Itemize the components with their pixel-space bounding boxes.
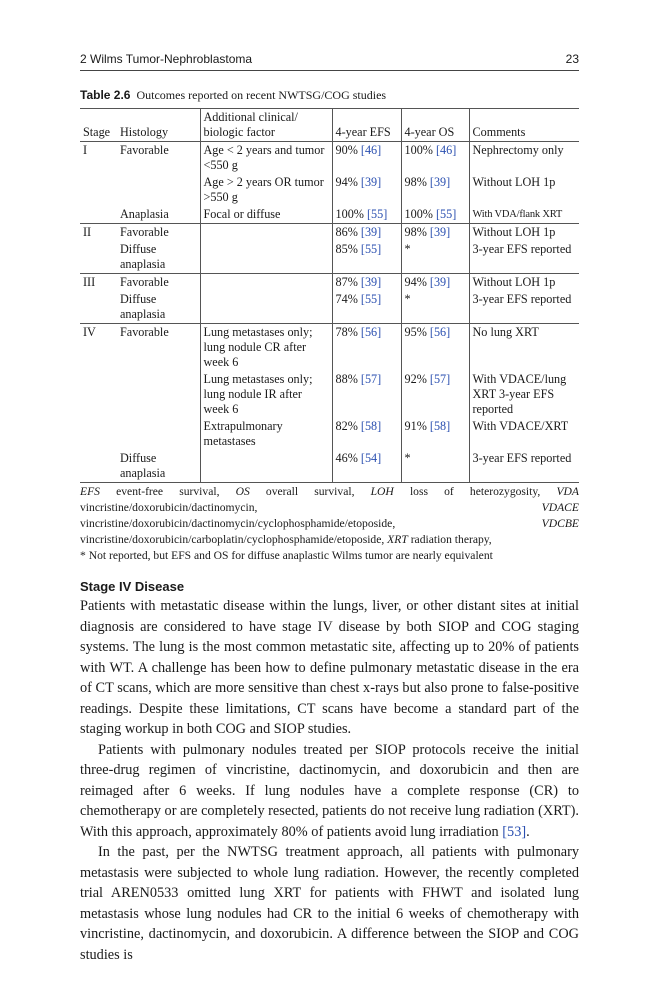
header-comments: Comments xyxy=(469,109,579,142)
citation-link[interactable]: [56] xyxy=(429,325,451,339)
cell-histology: Diffuse anaplasia xyxy=(117,291,200,324)
cell-os xyxy=(401,206,469,224)
cell-os-value: * xyxy=(404,451,411,465)
cell-os-value: 94% xyxy=(404,275,430,289)
cell-os xyxy=(401,371,469,418)
citation-link[interactable]: [39] xyxy=(360,275,382,289)
paragraph-text: Patients with pulmonary nodules treated per SIOP protocols receive the initial three-drug regimen of vincristine, dactinomycin, and doxorubicin and then are reimaged after 6 weeks. If lung nodules have a complete response (CR) to chemotherapy or are completely resected, patients do not receive lung radiation (XRT). With this approach, approximately 80% of patients avoid lung irradiation xyxy=(80,741,579,840)
cell-efs-value: 90% xyxy=(335,143,361,157)
cell-stage xyxy=(80,371,117,418)
asterisk-footnote: * Not reported, but EFS and OS for diffuse anaplastic Wilms tumor are nearly equivalent xyxy=(80,549,493,562)
cell-os-value: 95% xyxy=(404,325,430,339)
citation-link[interactable]: [58] xyxy=(360,419,382,433)
abbreviation: OS xyxy=(235,485,250,498)
cell-efs xyxy=(332,241,401,274)
cell-os-value: 100% xyxy=(404,207,436,221)
citation-link[interactable]: [46] xyxy=(435,143,457,157)
header-factor: Additional clinical/ biologic factor xyxy=(200,109,332,142)
cell-efs xyxy=(332,224,401,242)
paragraph xyxy=(80,596,579,740)
citation-link[interactable]: [39] xyxy=(429,175,451,189)
cell-stage xyxy=(80,174,117,206)
cell-comments: Without LOH 1p xyxy=(469,224,579,242)
cell-efs xyxy=(332,291,401,324)
table-row xyxy=(80,274,579,292)
table-label: Table 2.6 xyxy=(80,88,131,102)
cell-os xyxy=(401,174,469,206)
cell-os-value: 91% xyxy=(404,419,430,433)
abbreviation-definition: vincristine/doxorubicin/dactinomycin, xyxy=(80,501,542,514)
cell-stage: II xyxy=(80,224,117,242)
cell-factor: Extrapulmonary metastases xyxy=(200,418,332,450)
table-caption xyxy=(80,88,386,103)
abbreviation: XRT xyxy=(387,533,408,546)
cell-stage: I xyxy=(80,142,117,175)
cell-comments: Nephrectomy only xyxy=(469,142,579,175)
cell-efs-value: 86% xyxy=(335,225,361,239)
cell-stage xyxy=(80,241,117,274)
cell-comments: Without LOH 1p xyxy=(472,175,556,189)
cell-factor: Lung metastases only; lung nodule CR after week 6 xyxy=(200,324,332,372)
cell-histology: Favorable xyxy=(117,274,200,292)
citation-link[interactable]: [57] xyxy=(429,372,451,386)
header-stage: Stage xyxy=(80,109,117,142)
cell-efs xyxy=(332,274,401,292)
paragraph-text: In the past, per the NWTSG treatment approach, all patients with pulmonary metastasis were subjected to whole lung radiation. However, the recently completed trial AREN0533 omitted lung XRT for patients with FHWT and isolated lung metastasis whose lung nodules had CR to the initial 6 weeks of chemotherapy with vincristine, dactinomycin, and doxorubicin. A difference between the SIOP and COG studies is xyxy=(80,844,579,963)
cell-os xyxy=(401,274,469,292)
table-row xyxy=(80,174,579,206)
header-efs: 4-year EFS xyxy=(332,109,401,142)
cell-histology: Favorable xyxy=(117,324,200,372)
cell-histology xyxy=(117,418,200,450)
cell-stage: IV xyxy=(80,324,117,372)
citation-link[interactable]: [55] xyxy=(360,292,382,306)
cell-factor xyxy=(200,450,332,483)
cell-comments: Without LOH 1p xyxy=(469,274,579,292)
abbreviation-definition: event-free survival, xyxy=(99,485,236,498)
cell-efs-value: 94% xyxy=(335,175,361,189)
table-row xyxy=(80,450,579,483)
citation-link[interactable]: [56] xyxy=(360,325,382,339)
table-row xyxy=(80,371,579,418)
cell-efs-value: 88% xyxy=(335,372,361,386)
cell-factor xyxy=(200,241,332,274)
cell-histology: Diffuse anaplasia xyxy=(117,450,200,483)
citation-link[interactable]: [46] xyxy=(360,143,382,157)
page-number: 23 xyxy=(565,52,579,66)
cell-factor xyxy=(200,274,332,292)
cell-efs-value: 78% xyxy=(335,325,361,339)
cell-efs xyxy=(332,324,401,372)
table-caption-text: Outcomes reported on recent NWTSG/COG studies xyxy=(136,88,387,102)
cell-stage xyxy=(80,206,117,224)
outcomes-table xyxy=(80,108,579,483)
cell-factor: Focal or diffuse xyxy=(200,206,332,224)
cell-histology: Favorable xyxy=(117,224,200,242)
chapter-title: 2 Wilms Tumor-Nephroblastoma xyxy=(80,52,253,66)
citation-link[interactable]: [54] xyxy=(360,451,382,465)
abbreviation: VDACE xyxy=(541,501,579,514)
cell-efs xyxy=(332,142,401,175)
cell-comments: 3-year EFS reported xyxy=(469,450,579,483)
cell-histology: Diffuse anaplasia xyxy=(117,241,200,274)
citation-link[interactable]: [39] xyxy=(429,275,451,289)
cell-efs xyxy=(332,418,401,450)
citation-link[interactable]: [39] xyxy=(360,175,382,189)
cell-comments: No lung XRT xyxy=(469,324,579,372)
table-row xyxy=(80,142,579,175)
cell-comments: 3-year EFS reported xyxy=(472,292,572,306)
abbreviation-definition: vincristine/doxorubicin/carboplatin/cyclophosphamide/etoposide, xyxy=(80,533,388,546)
abbreviation: VDCBE xyxy=(541,517,579,530)
cell-os xyxy=(401,291,469,324)
cell-os-value: 98% xyxy=(404,225,430,239)
abbreviations-footnote xyxy=(80,484,579,548)
citation-link[interactable]: [55] xyxy=(360,242,382,256)
cell-factor: Age < 2 years and tumor <550 g xyxy=(200,142,332,175)
cell-os xyxy=(401,324,469,372)
paragraph-end: . xyxy=(526,823,530,840)
cell-histology xyxy=(117,371,200,418)
cell-os-value: * xyxy=(404,292,411,306)
cell-os xyxy=(401,224,469,242)
abbreviation-definition: vincristine/doxorubicin/dactinomycin/cyclophosphamide/etoposide, xyxy=(80,517,542,530)
abbreviation: LOH xyxy=(370,485,394,498)
cell-efs-value: 85% xyxy=(335,242,361,256)
cell-efs-value: 87% xyxy=(335,275,361,289)
cell-comments: With VDA/flank XRT xyxy=(472,209,563,220)
citation-link[interactable]: [58] xyxy=(429,419,451,433)
citation-link[interactable]: [39] xyxy=(360,225,382,239)
cell-histology: Favorable xyxy=(117,142,200,175)
citation-link[interactable]: [55] xyxy=(366,207,388,221)
cell-os-value: 98% xyxy=(404,175,430,189)
cell-comments: 3-year EFS reported xyxy=(472,242,572,256)
table-row xyxy=(80,224,579,242)
abbreviation-definition: overall survival, xyxy=(249,485,371,498)
cell-efs xyxy=(332,450,401,483)
abbreviation: EFS xyxy=(80,485,100,498)
cell-os xyxy=(401,142,469,175)
table-row xyxy=(80,241,579,274)
cell-os xyxy=(401,241,469,274)
table-header-row xyxy=(80,109,579,142)
cell-factor xyxy=(200,224,332,242)
cell-stage xyxy=(80,291,117,324)
abbreviation: VDA xyxy=(556,485,579,498)
cell-factor: Age > 2 years OR tumor >550 g xyxy=(200,174,332,206)
cell-efs xyxy=(332,371,401,418)
cell-stage xyxy=(80,418,117,450)
citation-link[interactable]: [57] xyxy=(360,372,382,386)
cell-os-value: 100% xyxy=(404,143,436,157)
cell-os xyxy=(401,450,469,483)
abbreviation-definition: loss of heterozygosity, xyxy=(393,485,557,498)
cell-factor: Lung metastases only; lung nodule IR after week 6 xyxy=(200,371,332,418)
table-footnote xyxy=(80,484,579,564)
cell-os-value: 92% xyxy=(404,372,430,386)
paragraph-text: Patients with metastatic disease within the lungs, liver, or other distant sites at initial diagnosis are considered to have stage IV disease by both SIOP and COG staging systems. The lung is the most common metastatic site, affecting up to 20% of patients with WT. A challenge has been how to define pulmonary metastatic disease in the era of CT scans, which are more sensitive than chest x-rays but also prone to false-positive readings. Despite these limitations, CT scans have become a standard part of the staging workup in both COG and SIOP studies. xyxy=(80,598,579,737)
cell-stage: III xyxy=(80,274,117,292)
table-row xyxy=(80,324,579,372)
cell-stage xyxy=(80,450,117,483)
table-row xyxy=(80,418,579,450)
running-header xyxy=(80,52,579,71)
body-text xyxy=(80,596,579,965)
table-row xyxy=(80,291,579,324)
cell-os xyxy=(401,418,469,450)
citation-link[interactable]: [39] xyxy=(429,225,451,239)
paragraph xyxy=(80,842,579,965)
cell-efs-value: 74% xyxy=(335,292,361,306)
cell-efs xyxy=(332,206,401,224)
cell-histology xyxy=(117,174,200,206)
cell-os-value: * xyxy=(404,242,411,256)
header-histology: Histology xyxy=(117,109,200,142)
citation-link[interactable]: [53] xyxy=(502,823,527,840)
cell-factor xyxy=(200,291,332,324)
cell-efs-value: 82% xyxy=(335,419,361,433)
cell-efs xyxy=(332,174,401,206)
section-heading: Stage IV Disease xyxy=(80,579,185,594)
abbreviation-definition: radiation therapy, xyxy=(407,533,492,546)
cell-histology: Anaplasia xyxy=(117,206,200,224)
table-row xyxy=(80,206,579,224)
cell-comments: With VDACE/XRT xyxy=(472,419,569,433)
header-os: 4-year OS xyxy=(401,109,469,142)
citation-link[interactable]: [55] xyxy=(435,207,457,221)
cell-efs-value: 46% xyxy=(335,451,361,465)
paragraph xyxy=(80,740,579,843)
cell-comments: With VDACE/lung XRT 3-year EFS reported xyxy=(472,372,567,416)
cell-efs-value: 100% xyxy=(335,207,367,221)
